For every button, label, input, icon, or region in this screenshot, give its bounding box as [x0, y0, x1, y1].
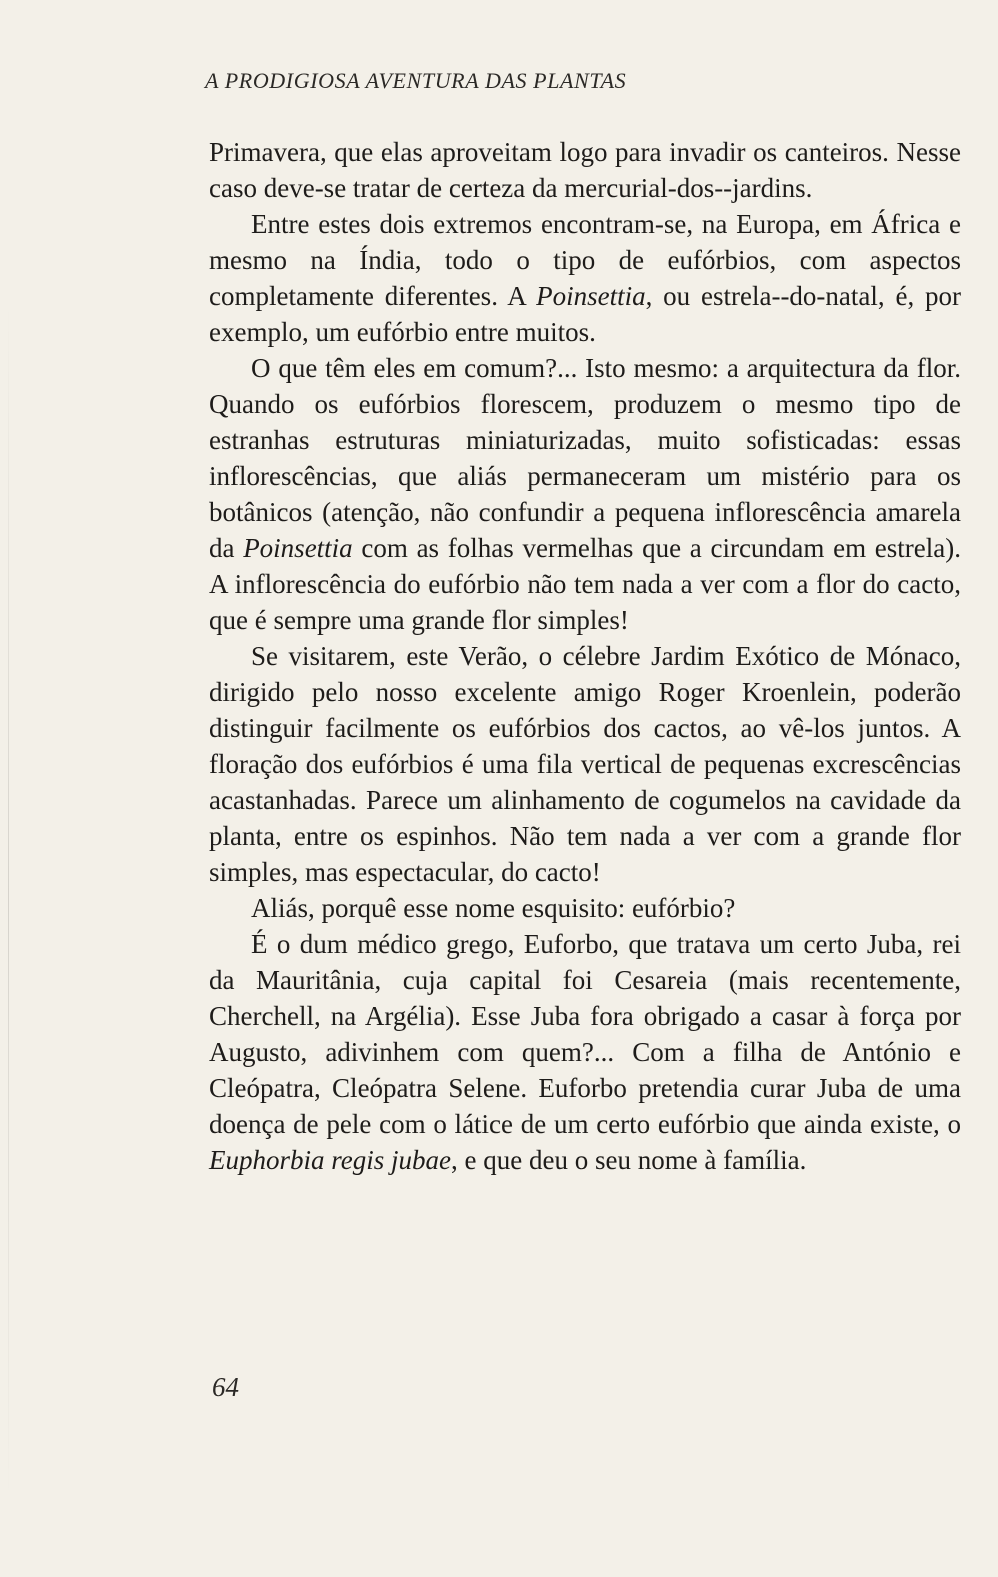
paragraph-2 [209, 206, 961, 350]
paragraph-2-text-a: Entre estes dois extremos encontram-se, na Europa, em África e mesmo na Índia, todo o tipo de eufórbios, com aspectos completamente diferentes. A [209, 209, 961, 311]
paragraph-3-text-a: O que têm eles em comum?... Isto mesmo: a arquitectura da flor. Quando os eufórbios florescem, produzem o mesmo tipo de estranhas estruturas miniaturizadas, muito sofisticadas: essas inflorescências, que aliás permaneceram um mistério para os botânicos (atenção, não confundir a pequena inflorescência amarela da [209, 353, 961, 563]
paragraph-5 [209, 890, 961, 926]
page-edge-shadow [8, 300, 9, 1500]
paragraph-3-text-c: com as folhas vermelhas que a circundam em estrela). A inflorescência do eufórbio não tem nada a ver com a flor do cacto, que é sempre uma grande flor simples! [209, 533, 961, 635]
paragraph-3 [209, 350, 961, 638]
paragraph-6-italic-species: Euphorbia regis jubae [209, 1145, 451, 1175]
running-head: A PRODIGIOSA AVENTURA DAS PLANTAS [205, 68, 627, 93]
paragraph-6 [209, 926, 961, 1178]
paragraph-4 [209, 638, 961, 890]
paragraph-1-text: Primavera, que elas aproveitam logo para invadir os canteiros. Nesse caso deve-se tratar de certeza da mercurial-dos--jardins. [209, 137, 961, 203]
paragraph-3-italic-poinsettia: Poinsettia [243, 533, 353, 563]
paragraph-2-italic-poinsettia: Poinsettia [536, 281, 646, 311]
body-text [209, 134, 961, 1178]
paragraph-2-text-c: , ou estrela--do-natal, é, por exemplo, um eufórbio entre muitos. [209, 281, 962, 347]
paragraph-1 [209, 134, 961, 206]
paragraph-5-text: Aliás, porquê esse nome esquisito: eufórbio? [251, 893, 736, 923]
paragraph-6-text-a: É o dum médico grego, Euforbo, que tratava um certo Juba, rei da Mauritânia, cuja capital foi Cesareia (mais recentemente, Cherchell, na Argélia). Esse Juba fora obrigado a casar à força por Augusto, adivinhem com quem?... Com a filha de António e Cleópatra, Cleópatra Selene. Euforbo pretendia curar Juba de uma doença de pele com o látice de um certo eufórbio que ainda existe, o [209, 929, 961, 1139]
page-number: 64 [212, 1372, 239, 1402]
paragraph-6-text-c: , e que deu o seu nome à família. [451, 1145, 807, 1175]
paragraph-4-text: Se visitarem, este Verão, o célebre Jardim Exótico de Mónaco, dirigido pelo nosso excelente amigo Roger Kroenlein, poderão distinguir facilmente os eufórbios dos cactos, ao vê-los juntos. A floração dos eufórbios é uma fila vertical de pequenas excrescências acastanhadas. Parece um alinhamento de cogumelos na cavidade da planta, entre os espinhos. Não tem nada a ver com a grande flor simples, mas espectacular, do cacto! [209, 641, 961, 887]
